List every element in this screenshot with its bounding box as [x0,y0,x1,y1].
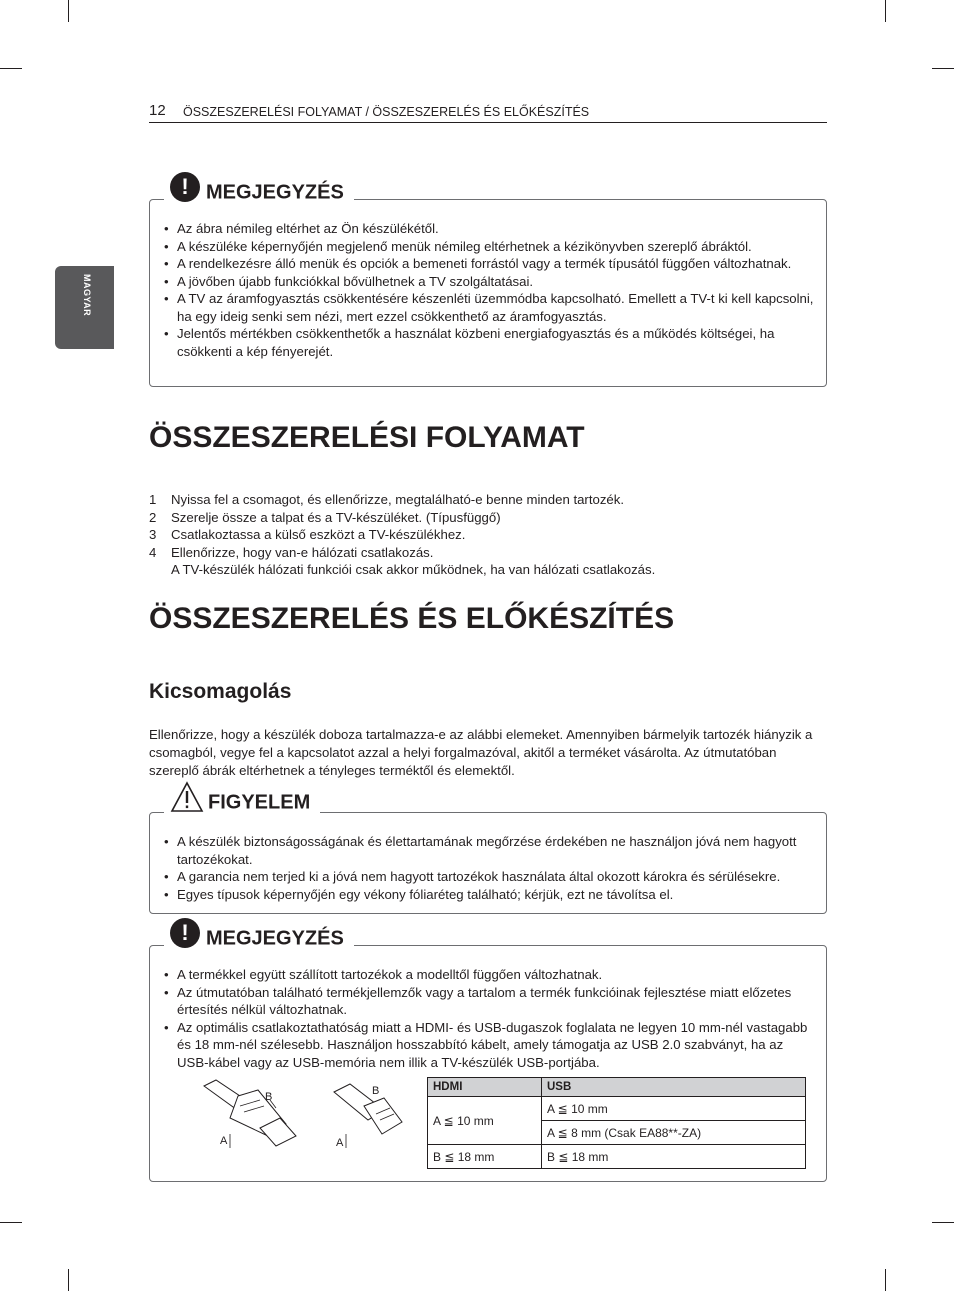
section-heading: ÖSSZESZERELÉSI FOLYAMAT [149,421,585,454]
list-item: • A rendelkezésre álló menük és opciók a bemeneti forrástól vagy a termék típusától függően változhatnak. [164,255,816,273]
list-item: • A garancia nem terjed ki a jóvá nem hagyott tartozékok használata által okozott károkra és sérülésekre. [164,868,816,886]
language-side-tab [55,266,114,349]
dimension-label-b: B [265,1091,273,1103]
exclamation-icon: ! [170,918,200,948]
dimension-label-a: A [220,1135,228,1147]
sub-heading: Kicsomagolás [149,680,292,703]
list-item: A TV-készülék hálózati funkciói csak akkor működnek, ha van hálózati csatlakozás. [171,562,656,577]
assembly-steps [149,491,827,579]
list-item: 4 Ellenőrizze, hogy van-e hálózati csatlakozás. [149,544,434,560]
exclamation-icon: ! [170,172,200,202]
caution-box [149,791,827,914]
table-cell: B ≦ 18 mm [542,1145,806,1169]
table-row [428,1078,806,1097]
crop-mark [932,1222,954,1223]
hdmi-plug-diagram [200,1078,310,1153]
table-cell: B ≦ 18 mm [428,1145,542,1169]
table-header: USB [542,1078,806,1097]
note-title: ! MEGJEGYZÉS [164,924,354,954]
dimension-label-b: B [372,1085,380,1097]
crop-mark [68,1269,69,1291]
caution-title: FIGYELEM [164,787,320,819]
table-row [428,1145,806,1169]
page-header [149,100,827,123]
list-item: • Az útmutatóban található termékjellemzők vagy a tartalom a termék funkcióinak fejlesztése miatt előzetes értesítés nélkül változhatnak. [164,984,816,1019]
section-heading: ÖSSZESZERELÉS ÉS ELŐKÉSZÍTÉS [149,602,675,635]
list-item: 3 Csatlakoztassa a külső eszközt a TV-készülékhez. [149,527,466,542]
list-item: • A TV az áramfogyasztás csökkentésére készenléti üzemmódba kapcsolható. Emellett a TV-t ki kell kapcsolni, ha egy ideig senki sem nézi, mert ezzel csökkenthető az áramfogyasztás. [164,290,816,325]
crop-mark [0,68,22,69]
note-title: ! MEGJEGYZÉS [164,178,354,208]
dimension-label-a: A [336,1137,344,1149]
list-item: • Az optimális csatlakoztathatóság miatt a HDMI- és USB-dugaszok foglalata ne legyen 10 mm-nél vastagabb és 18 mm-nél szélesebb. Használjon hosszabbító kábelt, amely támogatja az USB 2.0 szabványt, ha az USB-kábel vagy az USB-memória nem illik a TV-készülék USB-portjába. [164,1019,816,1072]
connector-size-table [427,1077,806,1169]
table-cell: A ≦ 10 mm [428,1097,542,1145]
note-box [149,174,827,387]
note-list [164,220,816,360]
crop-mark [932,68,954,69]
caution-list [164,833,816,903]
crop-mark [0,1222,22,1223]
running-title: ÖSSZESZERELÉSI FOLYAMAT / ÖSSZESZERELÉS ÉS ELŐKÉSZÍTÉS [183,105,590,119]
list-item: • A termékkel együtt szállított tartozékok a modelltől függően változhatnak. [164,966,816,984]
list-item: • Jelentős mértékben csökkenthetők a használat közbeni energiafogyasztás és a működés költségei, ha csökkenti a kép fényerejét. [164,325,816,360]
crop-mark [885,0,886,22]
table-row [428,1097,806,1121]
page-number: 12 [149,102,166,119]
list-item: 1 Nyissa fel a csomagot, és ellenőrizze, megtalálható-e benne minden tartozék. [149,492,625,507]
list-item: 2 Szerelje össze a talpat és a TV-készüléket. (Típusfüggő) [149,509,501,525]
table-cell: A ≦ 8 mm (Csak EA88**-ZA) [542,1121,806,1145]
table-header: HDMI [428,1078,542,1097]
table-cell: A ≦ 10 mm [542,1097,806,1121]
intro-paragraph: Ellenőrizze, hogy a készülék doboza tartalmazza-e az alábbi elemeket. Amennyiben bármelyik tartozék hiányzik a csomagból, vegye fel a kapcsolatot azzal a helyi forgalmazóval, akitől a terméket vásárolta. Az útmutatóban szereplő ábrák eltérhetnek a tényleges terméktől és elemektől. [149,727,813,778]
crop-mark [68,0,69,22]
language-label: MAGYAR [82,274,92,317]
list-item: • A jövőben újabb funkciókkal bővülhetnek a TV szolgáltatásai. [164,273,816,291]
warning-triangle-icon [170,781,204,813]
usb-plug-diagram [330,1078,410,1153]
list-item: • Az ábra némileg eltérhet az Ön készülékétől. [164,220,816,238]
list-item: • A készüléke képernyőjén megjelenő menük némileg eltérhetnek a kézikönyvben szereplő ábráktól. [164,238,816,256]
list-item: • Egyes típusok képernyőjén egy vékony fóliaréteg található; kérjük, ezt ne távolítsa el. [164,886,816,904]
list-item: • A készülék biztonságosságának és élettartamának megőrzése érdekében ne használjon jóvá nem hagyott tartozékokat. [164,833,816,868]
crop-mark [885,1269,886,1291]
note-list [164,966,816,1071]
